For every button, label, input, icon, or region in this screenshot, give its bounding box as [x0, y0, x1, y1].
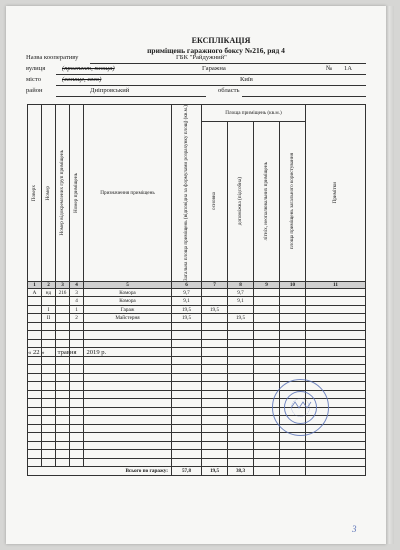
district-label: район	[26, 87, 43, 94]
date-year: 2019 р.	[86, 349, 107, 356]
header-purpose: Призначення приміщень	[84, 105, 172, 282]
number-value: 1А	[344, 65, 353, 72]
city-hint: (селище, село)	[62, 76, 102, 83]
table-row: А нд 216 3 Комора 9,7 9,7	[28, 288, 366, 297]
district-value: Дніпровський	[90, 87, 130, 94]
table-row: II 2 Майстерня 19,5 19,5	[28, 314, 366, 323]
street-value: Гаражна	[202, 65, 226, 72]
header-no: Номер	[42, 105, 56, 282]
header-room-no: Номер приміщень	[70, 105, 84, 282]
total-row	[28, 467, 366, 476]
city-value: Київ	[240, 76, 253, 83]
city-label: місто	[26, 76, 42, 83]
street-label: вулиця	[26, 65, 46, 72]
header-main: основна	[202, 121, 228, 281]
table-row: I 1 Гараж 19,5 19,5	[28, 305, 366, 314]
blank-table-row	[28, 450, 366, 459]
field-district	[26, 87, 366, 97]
blank-table-row	[28, 322, 366, 331]
header-notes: Примітки	[306, 105, 366, 282]
document-subtitle: приміщень гаражного боксу №216, ряд 4	[147, 46, 285, 55]
field-street	[26, 65, 366, 75]
header-floor: Поверх	[28, 105, 42, 282]
document-title: ЕКСПЛІКАЦІЯ	[191, 36, 251, 45]
official-stamp	[272, 379, 329, 436]
header-aux: допоміжна (підсобна)	[228, 121, 254, 281]
binder-edge	[386, 6, 394, 544]
blank-table-row	[28, 356, 366, 365]
blank-table-row	[28, 331, 366, 340]
column-numbers-row: 1 2 3 4 5 6 7 8 9 10 11	[28, 281, 366, 288]
coop-label: Назва кооперативу	[26, 54, 79, 61]
coop-value: ГБК "Райдужний"	[176, 54, 227, 61]
total-label: Всього по гаражу:	[28, 467, 172, 476]
header-common: площа приміщень загального користування	[280, 121, 306, 281]
street-hint: (проспект, площа)	[62, 65, 115, 72]
total-aux: 38,3	[228, 467, 254, 476]
header-area-group: Площа приміщень (кв.м.)	[202, 105, 306, 122]
total-main: 19,5	[202, 467, 228, 476]
field-coop	[26, 54, 366, 64]
header-group: Номер відокремлених груп приміщень	[56, 105, 70, 282]
header-summer: літніх, неопалювальних приміщень	[254, 121, 280, 281]
total-all: 57,8	[172, 467, 202, 476]
table-row: 4 Комора 9,1 9,1	[28, 297, 366, 306]
field-city	[26, 76, 366, 86]
blank-table-row	[28, 365, 366, 374]
header-total-area: Загальна площа приміщень (відповідна за формулами розрахунку площ) (кв.м.)	[172, 105, 202, 282]
page-number: 3	[352, 524, 357, 534]
date-month: травня	[57, 349, 77, 356]
blank-table-row	[28, 339, 366, 348]
number-symbol: №	[326, 65, 333, 72]
document-date	[28, 349, 106, 356]
oblast-label: область	[218, 87, 240, 94]
date-day: « 22 »	[28, 349, 45, 356]
blank-table-row	[28, 458, 366, 467]
blank-table-row	[28, 441, 366, 450]
